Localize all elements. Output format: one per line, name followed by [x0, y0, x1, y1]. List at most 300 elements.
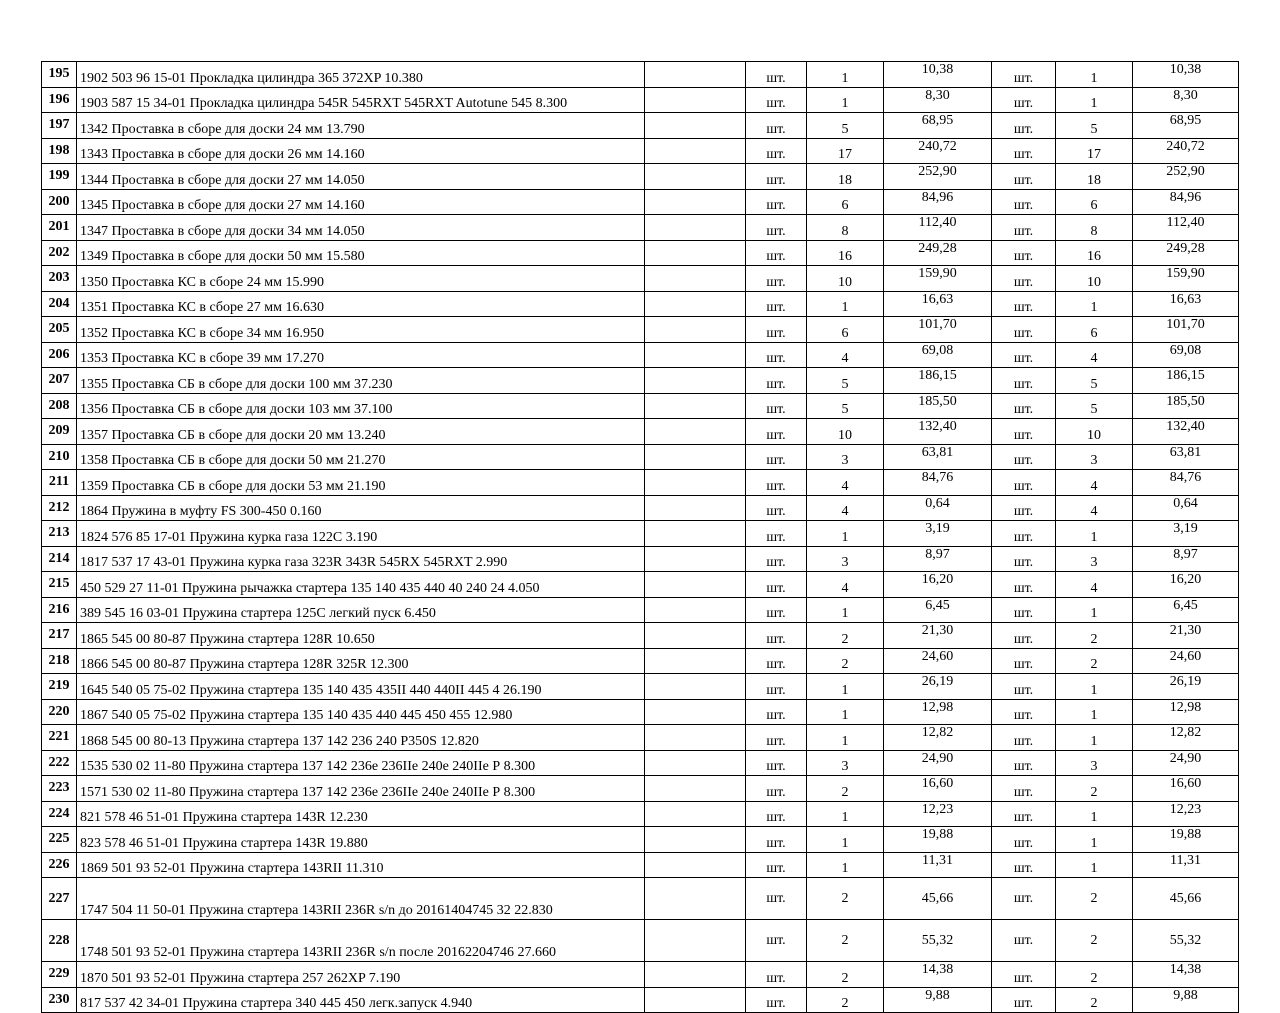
unit-cell: шт. — [746, 597, 807, 623]
row-number: 222 — [42, 750, 77, 776]
item-name: 1349 Проставка в сборе для доски 50 мм 15.580 — [77, 240, 645, 266]
amount-cell-2: 12,98 — [1133, 699, 1239, 725]
quantity-cell-2: 1 — [1056, 852, 1133, 878]
item-name: 1867 540 05 75-02 Пружина стартера 135 140 435 440 445 450 455 12.980 — [77, 699, 645, 725]
quantity-cell: 3 — [807, 546, 884, 572]
row-number: 223 — [42, 776, 77, 802]
row-number: 220 — [42, 699, 77, 725]
blank-cell — [645, 546, 746, 572]
amount-cell-2: 11,31 — [1133, 852, 1239, 878]
quantity-cell-2: 17 — [1056, 138, 1133, 164]
item-name: 1535 530 02 11-80 Пружина стартера 137 142 236е 236IIе 240е 240IIе Р 8.300 — [77, 750, 645, 776]
row-number: 217 — [42, 623, 77, 649]
unit-cell: шт. — [746, 215, 807, 241]
unit-cell: шт. — [746, 62, 807, 88]
amount-cell: 84,76 — [884, 470, 992, 496]
unit-cell-2: шт. — [992, 623, 1056, 649]
blank-cell — [645, 240, 746, 266]
quantity-cell-2: 4 — [1056, 572, 1133, 598]
row-number: 212 — [42, 495, 77, 521]
unit-cell-2: шт. — [992, 878, 1056, 920]
quantity-cell: 6 — [807, 317, 884, 343]
blank-cell — [645, 699, 746, 725]
row-number: 215 — [42, 572, 77, 598]
table-row — [42, 189, 1239, 215]
blank-cell — [645, 852, 746, 878]
blank-cell — [645, 920, 746, 962]
table-row — [42, 164, 1239, 190]
unit-cell: шт. — [746, 623, 807, 649]
quantity-cell: 1 — [807, 827, 884, 853]
table-row — [42, 878, 1239, 920]
unit-cell-2: шт. — [992, 317, 1056, 343]
row-number: 195 — [42, 62, 77, 88]
unit-cell: шт. — [746, 674, 807, 700]
item-name: 1866 545 00 80-87 Пружина стартера 128R 325R 12.300 — [77, 648, 645, 674]
quantity-cell-2: 4 — [1056, 342, 1133, 368]
amount-cell-2: 252,90 — [1133, 164, 1239, 190]
blank-cell — [645, 725, 746, 751]
unit-cell-2: шт. — [992, 750, 1056, 776]
blank-cell — [645, 62, 746, 88]
quantity-cell: 2 — [807, 648, 884, 674]
quantity-cell-2: 1 — [1056, 597, 1133, 623]
quantity-cell: 1 — [807, 521, 884, 547]
amount-cell: 252,90 — [884, 164, 992, 190]
quantity-cell-2: 3 — [1056, 750, 1133, 776]
amount-cell-2: 69,08 — [1133, 342, 1239, 368]
quantity-cell-2: 5 — [1056, 113, 1133, 139]
amount-cell: 101,70 — [884, 317, 992, 343]
quantity-cell-2: 4 — [1056, 495, 1133, 521]
amount-cell: 240,72 — [884, 138, 992, 164]
unit-cell-2: шт. — [992, 801, 1056, 827]
unit-cell: шт. — [746, 291, 807, 317]
quantity-cell-2: 2 — [1056, 776, 1133, 802]
quantity-cell-2: 2 — [1056, 648, 1133, 674]
unit-cell-2: шт. — [992, 920, 1056, 962]
amount-cell: 185,50 — [884, 393, 992, 419]
unit-cell: шт. — [746, 776, 807, 802]
amount-cell: 21,30 — [884, 623, 992, 649]
row-number: 211 — [42, 470, 77, 496]
amount-cell: 16,60 — [884, 776, 992, 802]
amount-cell: 112,40 — [884, 215, 992, 241]
table-row — [42, 648, 1239, 674]
quantity-cell: 5 — [807, 393, 884, 419]
unit-cell: шт. — [746, 317, 807, 343]
item-name: 821 578 46 51-01 Пружина стартера 143R 12.230 — [77, 801, 645, 827]
blank-cell — [645, 470, 746, 496]
row-number: 230 — [42, 987, 77, 1013]
quantity-cell-2: 2 — [1056, 987, 1133, 1013]
table-row — [42, 342, 1239, 368]
amount-cell-2: 12,82 — [1133, 725, 1239, 751]
amount-cell: 186,15 — [884, 368, 992, 394]
item-name: 1747 504 11 50-01 Пружина стартера 143RII 236R s/n до 20161404745 32 22.830 — [77, 878, 645, 920]
table-row — [42, 852, 1239, 878]
unit-cell-2: шт. — [992, 648, 1056, 674]
quantity-cell: 1 — [807, 801, 884, 827]
item-name: 1865 545 00 80-87 Пружина стартера 128R 10.650 — [77, 623, 645, 649]
quantity-cell: 5 — [807, 113, 884, 139]
item-name: 389 545 16 03-01 Пружина стартера 125С легкий пуск 6.450 — [77, 597, 645, 623]
table-row — [42, 113, 1239, 139]
row-number: 206 — [42, 342, 77, 368]
amount-cell: 69,08 — [884, 342, 992, 368]
unit-cell-2: шт. — [992, 87, 1056, 113]
amount-cell-2: 10,38 — [1133, 62, 1239, 88]
quantity-cell-2: 6 — [1056, 189, 1133, 215]
quantity-cell-2: 1 — [1056, 725, 1133, 751]
unit-cell: шт. — [746, 725, 807, 751]
table-row — [42, 597, 1239, 623]
row-number: 228 — [42, 920, 77, 962]
unit-cell-2: шт. — [992, 62, 1056, 88]
quantity-cell-2: 2 — [1056, 623, 1133, 649]
amount-cell: 24,90 — [884, 750, 992, 776]
quantity-cell: 1 — [807, 725, 884, 751]
unit-cell: шт. — [746, 189, 807, 215]
amount-cell-2: 3,19 — [1133, 521, 1239, 547]
unit-cell-2: шт. — [992, 962, 1056, 988]
item-name: 1868 545 00 80-13 Пружина стартера 137 142 236 240 P350S 12.820 — [77, 725, 645, 751]
unit-cell-2: шт. — [992, 419, 1056, 445]
amount-cell: 0,64 — [884, 495, 992, 521]
quantity-cell-2: 1 — [1056, 521, 1133, 547]
unit-cell-2: шт. — [992, 240, 1056, 266]
row-number: 210 — [42, 444, 77, 470]
quantity-cell-2: 10 — [1056, 419, 1133, 445]
unit-cell: шт. — [746, 164, 807, 190]
quantity-cell-2: 1 — [1056, 87, 1133, 113]
inventory-table — [41, 61, 1239, 1013]
table-row — [42, 699, 1239, 725]
unit-cell: шт. — [746, 113, 807, 139]
amount-cell: 11,31 — [884, 852, 992, 878]
row-number: 207 — [42, 368, 77, 394]
quantity-cell: 2 — [807, 920, 884, 962]
amount-cell: 45,66 — [884, 878, 992, 920]
row-number: 219 — [42, 674, 77, 700]
quantity-cell: 10 — [807, 419, 884, 445]
unit-cell-2: шт. — [992, 266, 1056, 292]
quantity-cell: 3 — [807, 444, 884, 470]
blank-cell — [645, 138, 746, 164]
quantity-cell-2: 1 — [1056, 674, 1133, 700]
unit-cell-2: шт. — [992, 521, 1056, 547]
item-name: 450 529 27 11-01 Пружина рычажка стартера 135 140 435 440 40 240 24 4.050 — [77, 572, 645, 598]
amount-cell: 159,90 — [884, 266, 992, 292]
amount-cell: 19,88 — [884, 827, 992, 853]
amount-cell-2: 101,70 — [1133, 317, 1239, 343]
quantity-cell: 16 — [807, 240, 884, 266]
unit-cell-2: шт. — [992, 342, 1056, 368]
blank-cell — [645, 750, 746, 776]
item-name: 1903 587 15 34-01 Прокладка цилиндра 545R 545RXT 545RXT Autotune 545 8.300 — [77, 87, 645, 113]
blank-cell — [645, 113, 746, 139]
unit-cell: шт. — [746, 240, 807, 266]
unit-cell-2: шт. — [992, 597, 1056, 623]
amount-cell-2: 8,97 — [1133, 546, 1239, 572]
item-name: 1571 530 02 11-80 Пружина стартера 137 142 236е 236IIе 240е 240IIе Р 8.300 — [77, 776, 645, 802]
item-name: 1870 501 93 52-01 Пружина стартера 257 262XP 7.190 — [77, 962, 645, 988]
item-name: 823 578 46 51-01 Пружина стартера 143R 19.880 — [77, 827, 645, 853]
table-row — [42, 240, 1239, 266]
blank-cell — [645, 623, 746, 649]
amount-cell-2: 6,45 — [1133, 597, 1239, 623]
amount-cell-2: 24,60 — [1133, 648, 1239, 674]
item-name: 1902 503 96 15-01 Прокладка цилиндра 365 372XP 10.380 — [77, 62, 645, 88]
blank-cell — [645, 962, 746, 988]
row-number: 203 — [42, 266, 77, 292]
row-number: 226 — [42, 852, 77, 878]
row-number: 199 — [42, 164, 77, 190]
item-name: 1748 501 93 52-01 Пружина стартера 143RII 236R s/n после 20162204746 27.660 — [77, 920, 645, 962]
item-name: 817 537 42 34-01 Пружина стартера 340 445 450 легк.запуск 4.940 — [77, 987, 645, 1013]
amount-cell-2: 186,15 — [1133, 368, 1239, 394]
quantity-cell: 2 — [807, 962, 884, 988]
quantity-cell-2: 1 — [1056, 801, 1133, 827]
blank-cell — [645, 572, 746, 598]
amount-cell: 6,45 — [884, 597, 992, 623]
amount-cell: 8,97 — [884, 546, 992, 572]
quantity-cell-2: 5 — [1056, 368, 1133, 394]
amount-cell: 16,63 — [884, 291, 992, 317]
quantity-cell: 4 — [807, 495, 884, 521]
table-row — [42, 623, 1239, 649]
blank-cell — [645, 674, 746, 700]
quantity-cell-2: 1 — [1056, 291, 1133, 317]
unit-cell: шт. — [746, 852, 807, 878]
blank-cell — [645, 597, 746, 623]
unit-cell-2: шт. — [992, 368, 1056, 394]
quantity-cell: 2 — [807, 878, 884, 920]
quantity-cell-2: 2 — [1056, 920, 1133, 962]
unit-cell: шт. — [746, 266, 807, 292]
table-row — [42, 317, 1239, 343]
amount-cell-2: 16,20 — [1133, 572, 1239, 598]
quantity-cell: 2 — [807, 987, 884, 1013]
quantity-cell: 4 — [807, 342, 884, 368]
unit-cell-2: шт. — [992, 138, 1056, 164]
row-number: 196 — [42, 87, 77, 113]
table-row — [42, 62, 1239, 88]
unit-cell: шт. — [746, 470, 807, 496]
amount-cell-2: 132,40 — [1133, 419, 1239, 445]
blank-cell — [645, 87, 746, 113]
unit-cell: шт. — [746, 801, 807, 827]
blank-cell — [645, 648, 746, 674]
unit-cell-2: шт. — [992, 852, 1056, 878]
unit-cell: шт. — [746, 750, 807, 776]
amount-cell-2: 16,60 — [1133, 776, 1239, 802]
item-name: 1864 Пружина в муфту FS 300-450 0.160 — [77, 495, 645, 521]
amount-cell: 12,23 — [884, 801, 992, 827]
unit-cell: шт. — [746, 138, 807, 164]
item-name: 1359 Проставка СБ в сборе для доски 53 мм 21.190 — [77, 470, 645, 496]
table-row — [42, 470, 1239, 496]
amount-cell: 12,82 — [884, 725, 992, 751]
table-row — [42, 521, 1239, 547]
item-name: 1351 Проставка КС в сборе 27 мм 16.630 — [77, 291, 645, 317]
quantity-cell-2: 5 — [1056, 393, 1133, 419]
blank-cell — [645, 444, 746, 470]
amount-cell: 9,88 — [884, 987, 992, 1013]
unit-cell-2: шт. — [992, 470, 1056, 496]
unit-cell-2: шт. — [992, 827, 1056, 853]
unit-cell: шт. — [746, 878, 807, 920]
amount-cell: 63,81 — [884, 444, 992, 470]
quantity-cell-2: 16 — [1056, 240, 1133, 266]
quantity-cell: 3 — [807, 750, 884, 776]
amount-cell: 26,19 — [884, 674, 992, 700]
amount-cell-2: 68,95 — [1133, 113, 1239, 139]
unit-cell: шт. — [746, 368, 807, 394]
quantity-cell-2: 6 — [1056, 317, 1133, 343]
unit-cell: шт. — [746, 87, 807, 113]
quantity-cell: 2 — [807, 623, 884, 649]
quantity-cell: 10 — [807, 266, 884, 292]
table-row — [42, 266, 1239, 292]
unit-cell: шт. — [746, 342, 807, 368]
unit-cell-2: шт. — [992, 444, 1056, 470]
amount-cell-2: 159,90 — [1133, 266, 1239, 292]
amount-cell: 68,95 — [884, 113, 992, 139]
item-name: 1343 Проставка в сборе для доски 26 мм 14.160 — [77, 138, 645, 164]
row-number: 197 — [42, 113, 77, 139]
row-number: 218 — [42, 648, 77, 674]
quantity-cell: 2 — [807, 776, 884, 802]
quantity-cell: 1 — [807, 87, 884, 113]
table-row — [42, 138, 1239, 164]
quantity-cell: 1 — [807, 291, 884, 317]
table-row — [42, 750, 1239, 776]
table-row — [42, 368, 1239, 394]
amount-cell: 24,60 — [884, 648, 992, 674]
blank-cell — [645, 368, 746, 394]
row-number: 227 — [42, 878, 77, 920]
amount-cell-2: 63,81 — [1133, 444, 1239, 470]
row-number: 200 — [42, 189, 77, 215]
unit-cell-2: шт. — [992, 725, 1056, 751]
amount-cell-2: 19,88 — [1133, 827, 1239, 853]
quantity-cell: 18 — [807, 164, 884, 190]
amount-cell-2: 84,96 — [1133, 189, 1239, 215]
unit-cell: шт. — [746, 920, 807, 962]
table-row — [42, 920, 1239, 962]
quantity-cell: 1 — [807, 62, 884, 88]
row-number: 229 — [42, 962, 77, 988]
item-name: 1357 Проставка СБ в сборе для доски 20 мм 13.240 — [77, 419, 645, 445]
amount-cell-2: 185,50 — [1133, 393, 1239, 419]
quantity-cell: 1 — [807, 597, 884, 623]
table-row — [42, 444, 1239, 470]
item-name: 1817 537 17 43-01 Пружина курка газа 323R 343R 545RX 545RXT 2.990 — [77, 546, 645, 572]
blank-cell — [645, 987, 746, 1013]
row-number: 214 — [42, 546, 77, 572]
unit-cell: шт. — [746, 572, 807, 598]
item-name: 1356 Проставка СБ в сборе для доски 103 мм 37.100 — [77, 393, 645, 419]
unit-cell: шт. — [746, 521, 807, 547]
quantity-cell-2: 8 — [1056, 215, 1133, 241]
item-name: 1645 540 05 75-02 Пружина стартера 135 140 435 435II 440 440II 445 4 26.190 — [77, 674, 645, 700]
quantity-cell-2: 2 — [1056, 878, 1133, 920]
amount-cell: 249,28 — [884, 240, 992, 266]
blank-cell — [645, 801, 746, 827]
unit-cell: шт. — [746, 699, 807, 725]
unit-cell: шт. — [746, 987, 807, 1013]
table-row — [42, 546, 1239, 572]
item-name: 1355 Проставка СБ в сборе для доски 100 мм 37.230 — [77, 368, 645, 394]
item-name: 1869 501 93 52-01 Пружина стартера 143RII 11.310 — [77, 852, 645, 878]
quantity-cell: 8 — [807, 215, 884, 241]
row-number: 208 — [42, 393, 77, 419]
blank-cell — [645, 164, 746, 190]
row-number: 201 — [42, 215, 77, 241]
unit-cell-2: шт. — [992, 189, 1056, 215]
blank-cell — [645, 291, 746, 317]
row-number: 209 — [42, 419, 77, 445]
amount-cell: 3,19 — [884, 521, 992, 547]
unit-cell-2: шт. — [992, 987, 1056, 1013]
quantity-cell-2: 1 — [1056, 699, 1133, 725]
unit-cell-2: шт. — [992, 572, 1056, 598]
item-name: 1353 Проставка КС в сборе 39 мм 17.270 — [77, 342, 645, 368]
unit-cell-2: шт. — [992, 164, 1056, 190]
table-row — [42, 962, 1239, 988]
amount-cell-2: 9,88 — [1133, 987, 1239, 1013]
item-name: 1358 Проставка СБ в сборе для доски 50 мм 21.270 — [77, 444, 645, 470]
amount-cell: 16,20 — [884, 572, 992, 598]
blank-cell — [645, 521, 746, 547]
quantity-cell-2: 3 — [1056, 444, 1133, 470]
amount-cell-2: 240,72 — [1133, 138, 1239, 164]
blank-cell — [645, 495, 746, 521]
table-row — [42, 674, 1239, 700]
amount-cell-2: 12,23 — [1133, 801, 1239, 827]
unit-cell: шт. — [746, 444, 807, 470]
unit-cell-2: шт. — [992, 215, 1056, 241]
amount-cell: 12,98 — [884, 699, 992, 725]
unit-cell-2: шт. — [992, 393, 1056, 419]
unit-cell: шт. — [746, 827, 807, 853]
quantity-cell-2: 18 — [1056, 164, 1133, 190]
item-name: 1344 Проставка в сборе для доски 27 мм 14.050 — [77, 164, 645, 190]
table-row — [42, 495, 1239, 521]
blank-cell — [645, 317, 746, 343]
amount-cell-2: 0,64 — [1133, 495, 1239, 521]
quantity-cell-2: 3 — [1056, 546, 1133, 572]
item-name: 1352 Проставка КС в сборе 34 мм 16.950 — [77, 317, 645, 343]
amount-cell-2: 24,90 — [1133, 750, 1239, 776]
item-name: 1824 576 85 17-01 Пружина курка газа 122С 3.190 — [77, 521, 645, 547]
amount-cell: 14,38 — [884, 962, 992, 988]
unit-cell: шт. — [746, 419, 807, 445]
unit-cell: шт. — [746, 495, 807, 521]
row-number: 225 — [42, 827, 77, 853]
table-row — [42, 801, 1239, 827]
quantity-cell: 1 — [807, 699, 884, 725]
quantity-cell: 4 — [807, 572, 884, 598]
blank-cell — [645, 827, 746, 853]
row-number: 205 — [42, 317, 77, 343]
blank-cell — [645, 776, 746, 802]
unit-cell-2: шт. — [992, 291, 1056, 317]
quantity-cell: 17 — [807, 138, 884, 164]
table-row — [42, 776, 1239, 802]
blank-cell — [645, 266, 746, 292]
